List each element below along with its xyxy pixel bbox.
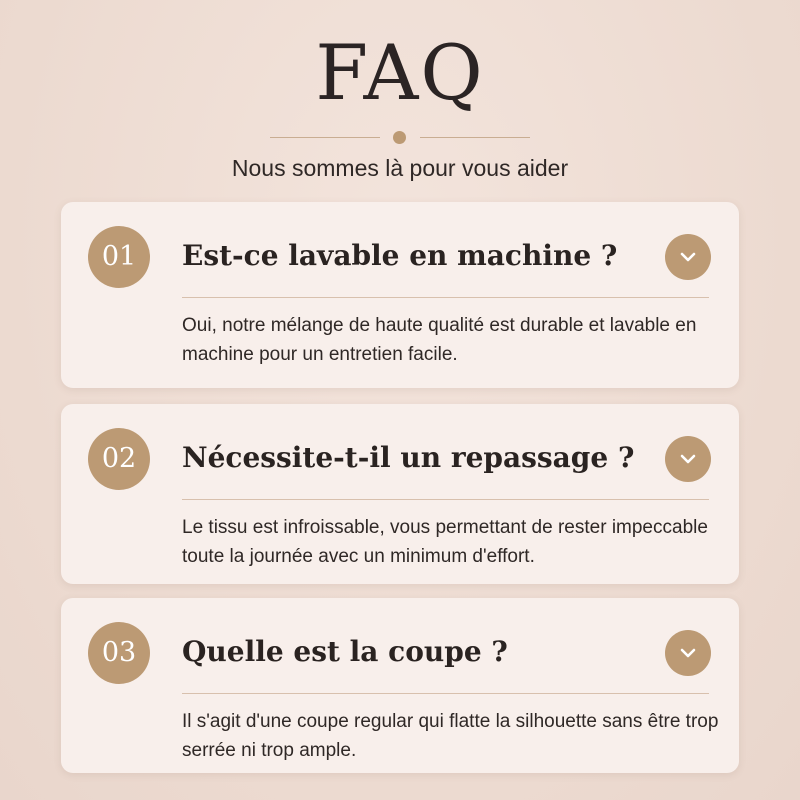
faq-toggle-button[interactable] — [665, 234, 711, 280]
faq-divider — [182, 297, 709, 298]
divider-line-left — [270, 137, 380, 138]
faq-item-1 — [61, 202, 739, 388]
page-subtitle: Nous sommes là pour vous aider — [231, 155, 569, 181]
chevron-down-icon — [677, 246, 699, 268]
faq-toggle-button[interactable] — [665, 630, 711, 676]
faq-answer: Oui, notre mélange de haute qualité est durable et lavable en machine pour un entretien facile. — [182, 315, 697, 365]
faq-item-2 — [61, 404, 739, 584]
faq-question[interactable]: Quelle est la coupe ? — [182, 635, 508, 668]
faq-answer: Il s'agit d'une coupe regular qui flatte la silhouette sans être trop serrée ni trop ample. — [182, 711, 719, 761]
faq-item-3 — [61, 598, 739, 773]
faq-divider — [182, 499, 709, 500]
faq-number-badge: 02 — [88, 428, 150, 490]
faq-number-badge: 01 — [88, 226, 150, 288]
faq-number-badge: 03 — [88, 622, 150, 684]
faq-answer: Le tissu est infroissable, vous permettant de rester impeccable toute la journée avec un minimum d'effort. — [182, 517, 708, 567]
chevron-down-icon — [677, 642, 699, 664]
chevron-down-icon — [677, 448, 699, 470]
divider-dot — [393, 131, 406, 144]
faq-divider — [182, 693, 709, 694]
divider-line-right — [420, 137, 530, 138]
page-title: FAQ — [315, 28, 485, 117]
faq-question[interactable]: Est-ce lavable en machine ? — [182, 239, 618, 272]
faq-question[interactable]: Nécessite-t-il un repassage ? — [182, 441, 635, 474]
faq-toggle-button[interactable] — [665, 436, 711, 482]
